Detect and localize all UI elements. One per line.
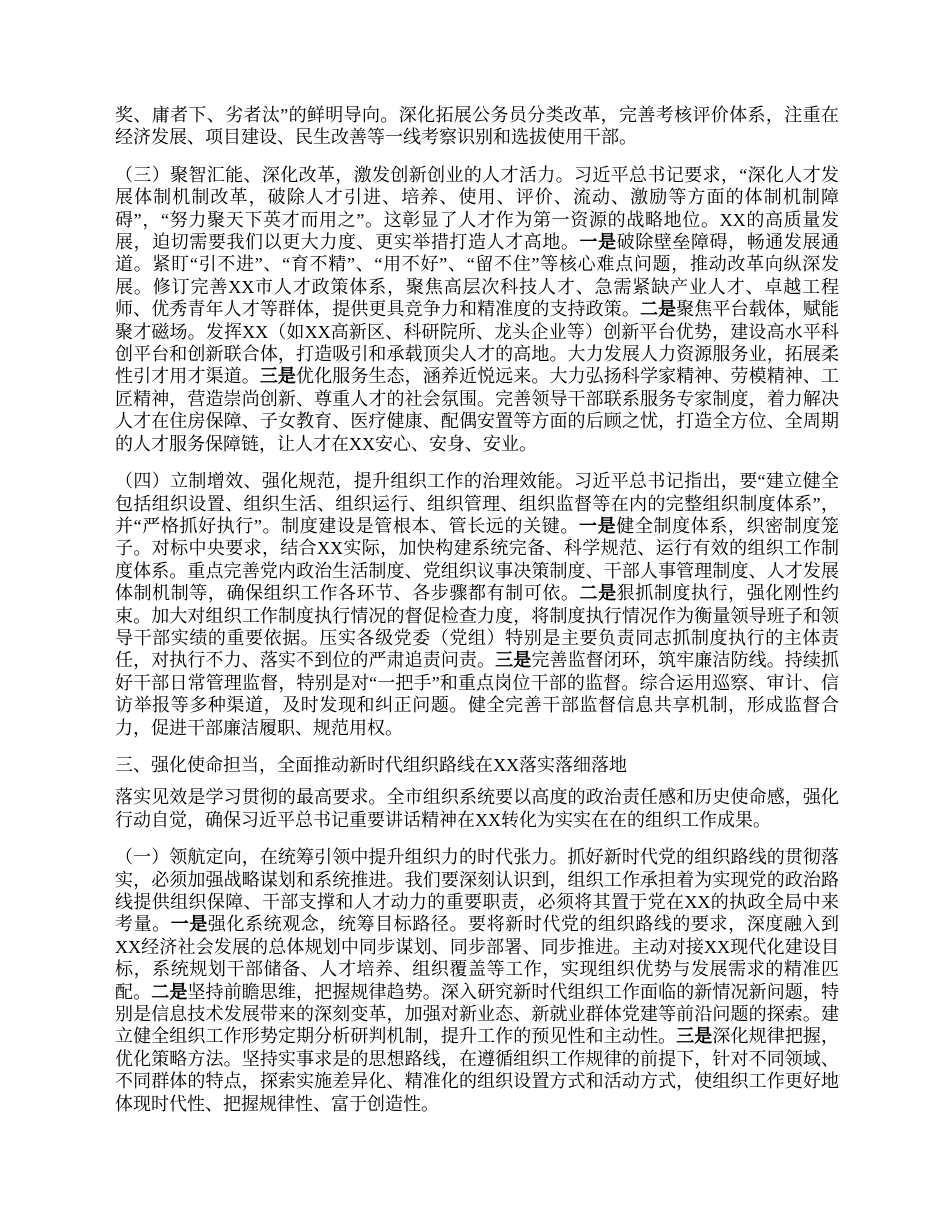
text-run: （一）领航定向，在统筹引领中提升组织力的时代张力。抓好新时代党的组织路线的贯彻落实，必须加强战略谋划和系统推进。我们要深刻认识到，组织工作承担着为实现党的政治路线提供组织保障、干部支撑和人才动力的重要职责，必须将其置于党在XX的执政全局中来考量。 bbox=[115, 847, 839, 935]
text-run: 破除壁垒障碍，畅通发展通道。紧盯“引不进”、“育不精”、“用不好”、“留不住”等核心难点问题，推动改革向纵深发展。修订完善XX市人才政策体系，聚焦高层次科技人才、急需紧缺产业人才、卓越工程师、优秀青年人才等群体，提供更具竞争力和精准度的支持政策。 bbox=[115, 232, 840, 320]
paragraph bbox=[115, 470, 839, 739]
bold-text-run: 一是 bbox=[170, 914, 208, 935]
bold-text-run: 三是 bbox=[259, 366, 297, 387]
text-run: 健全制度体系，织密制度笼子。对标中央要求，结合XX实际，加快构建系统完备、科学规范、运行有效的组织工作制度体系。重点完善党内政治生活制度、党组织议事决策制度、干部人事管理制度、人才发展体制机制等，确保组织工作各环节、各步骤都有制可依。 bbox=[115, 515, 840, 604]
bold-text-run: 一是 bbox=[579, 515, 617, 536]
paragraph bbox=[115, 786, 839, 831]
text-run: 狠抓制度执行，强化刚性约束。加大对组织工作制度执行情况的督促检查力度，将制度执行情况作为衡量领导班子和领导干部实绩的重要依据。压实各级党委（党组）特别是主要负责同志抓制度执行的主体责任，对执行不力、落实不到位的严肃追责问责。 bbox=[115, 583, 840, 671]
paragraph bbox=[115, 104, 839, 149]
text-run: 聚焦平台载体，赋能聚才磁场。发挥XX（如XX高新区、科研院所、龙头企业等）创新平台优势，建设高水平科创平台和创新联合体，打造吸引和承载顶尖人才的高地。大力发展人力资源服务业，拓展柔性引才用才渠道。 bbox=[115, 299, 840, 387]
text-run: 奖、庸者下、劣者汰”的鲜明导向。深化拓展公务员分类改革，完善考核评价体系，注重在经济发展、项目建设、民生改善等一线考察识别和选拔使用干部。 bbox=[115, 105, 839, 148]
text-run: 坚持前瞻思维，把握规律趋势。深入研究新时代组织工作面临的新情况新问题，特别是信息技术发展带来的深刻变革，加强对新业态、新就业群体党建等前沿问题的探索。建立健全组织工作形势定期分析研判机制，提升工作的预见性和主动性。 bbox=[115, 981, 840, 1047]
bold-text-run: 二是 bbox=[579, 583, 617, 604]
bold-text-run: 二是 bbox=[639, 299, 677, 320]
section-heading bbox=[115, 754, 839, 776]
text-run: 落实见效是学习贯彻的最高要求。全市组织系统要以高度的政治责任感和历史使命感，强化行动自觉，确保习近平总书记重要讲话精神在XX转化为实实在在的组织工作成果。 bbox=[115, 787, 839, 830]
text-run: （三）聚智汇能、深化改革，激发创新创业的人才活力。习近平总书记要求，“深化人才发展体制机制改革，破除人才引进、培养、使用、评价、流动、激励等方面的体制机制障碍”，“努力聚天下英才而用之”。这彰显了人才作为第一资源的战略地位。XX的高质量发展，迫切需要我们以更大力度、更实举措打造人才高地。 bbox=[115, 164, 839, 253]
text-run: 深化规律把握，优化策略方法。坚持实事求是的思想路线，在遵循组织工作规律的前提下，针对不同领域、不同群体的特点，探索实施差异化、精准化的组织设置方式和活动方式，使组织工作更好地体现时代性、把握规律性、富于创造性。 bbox=[115, 1026, 840, 1114]
text-run: 三、强化使命担当，全面推动新时代组织路线在XX落实落细落地 bbox=[115, 754, 627, 775]
bold-text-run: 二是 bbox=[151, 981, 188, 1002]
text-run: 强化系统观念，统筹目标路径。要将新时代党的组织路线的要求，深度融入到XX经济社会发展的总体规划中同步谋划、同步部署、同步推进。主动对接XX现代化建设目标，系统规划干部储备、人才培养、组织覆盖等工作，实现组织优势与发展需求的精准匹配。 bbox=[115, 914, 840, 1002]
paragraph bbox=[115, 846, 839, 1115]
text-run: 完善监督闭环，筑牢廉洁防线。持续抓好干部日常管理监督，特别是对“一把手”和重点岗位干部的监督。综合运用巡察、审计、信访举报等多种渠道，及时发现和纠正问题。健全完善干部监督信息共享机制，形成监督合力，促进干部廉洁履职、规范用权。 bbox=[115, 650, 840, 738]
document-body bbox=[115, 104, 839, 1130]
paragraph bbox=[115, 164, 839, 455]
bold-text-run: 一是 bbox=[579, 232, 617, 253]
bold-text-run: 三是 bbox=[676, 1026, 713, 1047]
bold-text-run: 三是 bbox=[495, 650, 532, 671]
text-run: （四）立制增效、强化规范，提升组织工作的治理效能。习近平总书记指出，要“建立健全包括组织设置、组织生活、组织运行、组织管理、组织监督等在内的完整组织制度体系”，并“严格抓好执行”。制度建设是管根本、管长远的关键。 bbox=[115, 471, 839, 536]
text-run: 优化服务生态，涵养近悦远来。大力弘扬科学家精神、劳模精神、工匠精神，营造崇尚创新、尊重人才的社会氛围。完善领导干部联系服务专家制度，着力解决人才在住房保障、子女教育、医疗健康、配偶安置等方面的后顾之忧，打造全方位、全周期的人才服务保障链，让人才在XX安心、安身、安业。 bbox=[115, 366, 840, 454]
